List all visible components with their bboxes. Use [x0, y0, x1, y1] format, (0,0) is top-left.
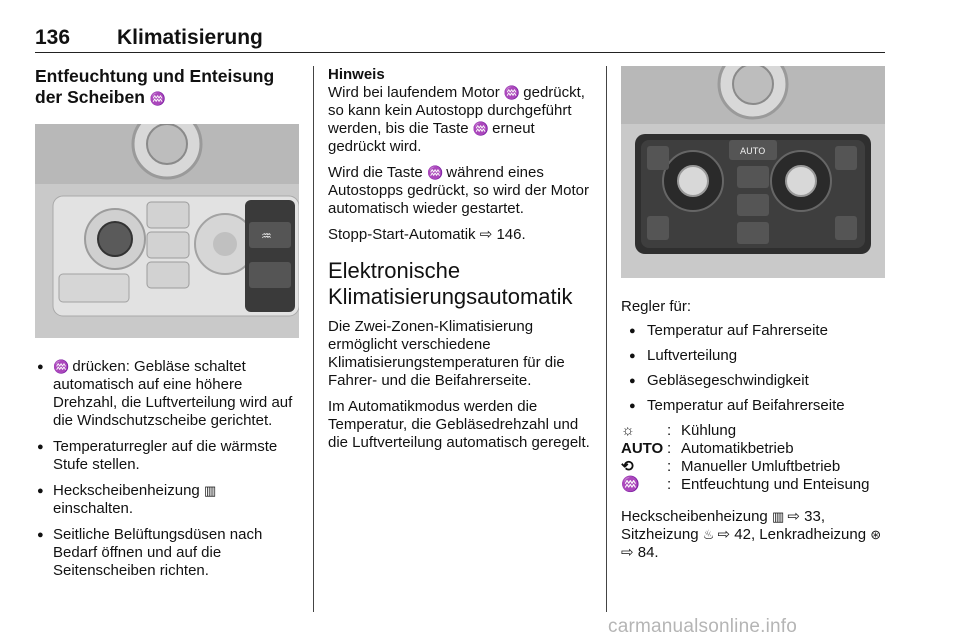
list-item: ● Temperaturregler auf die wärmste Stufe stellen. [35, 438, 299, 474]
note-title: Hinweis [328, 66, 385, 83]
legend-row: AUTO : Automatikbetrieb [621, 440, 794, 457]
controls-title: Regler für: [621, 298, 692, 315]
list-item: ● ♒ drücken: Gebläse schaltet automatisch auf eine höhere Drehzahl, die Luftverteilung wird auf die Windschutzscheibe gerichtet. [35, 358, 299, 430]
auto-label: AUTO [621, 440, 664, 457]
climate-panel-photo-automatic [621, 66, 885, 278]
watermark: carmanualsonline.info [608, 616, 798, 637]
column-divider-2 [606, 66, 607, 612]
intro-paragraph: Die Zwei-Zonen-Klimatisierung ermöglicht verschiedene Klimatisierungstemperaturen für die Fahrer- und die Beifahrerseite. [328, 318, 565, 389]
left-column [35, 66, 299, 588]
cooling-icon: ☼ [621, 422, 635, 439]
section-heading-defog: Entfeuchtung und Enteisung der Scheiben ♒ [35, 66, 275, 107]
middle-column [328, 66, 594, 460]
list-item: ● Temperatur auf Fahrerseite [621, 322, 886, 340]
air-conditioning-icon: ♒ [426, 165, 443, 180]
page-header [35, 26, 885, 53]
climate-panel-photo-manual [35, 124, 299, 338]
list-item: ● Seitliche Belüftungsdüsen nach Bedarf öffnen und auf die Seitenscheiben richten. [35, 526, 299, 580]
svg-text:AUTO: AUTO [740, 147, 766, 157]
air-conditioning-icon: ♒ [149, 91, 165, 106]
list-item: ● Heckscheibenheizung ▥ einschalten. [35, 482, 299, 518]
air-conditioning-icon: ♒ [503, 85, 520, 100]
steering-wheel-heating-icon: ⊛ [870, 527, 881, 542]
list-item: ● Temperatur auf Beifahrerseite [621, 397, 886, 415]
list-item: ● Gebläsegeschwindigkeit [621, 372, 886, 390]
page-number: 136 [35, 26, 71, 49]
note-paragraph-2: Wird die Taste ♒ während eines Autostopps gedrückt, so wird der Motor automatisch wieder gestartet. [328, 164, 589, 217]
section-title-auto-climate: Elektronische Klimatisierungsautomatik [328, 258, 573, 309]
legend-row: ♒ : Entfeuchtung und Enteisung [621, 476, 870, 493]
svg-text:♒: ♒ [261, 229, 272, 243]
symbol-legend [621, 422, 869, 494]
auto-mode-paragraph: Im Automatikmodus werden die Temperatur, die Gebläsedrehzahl und die Luftverteilung automatisch geregelt. [328, 398, 590, 451]
air-conditioning-icon: ♒ [472, 121, 488, 136]
legend-row: ☼ : Kühlung [621, 422, 737, 439]
controls-list [621, 322, 886, 415]
recirculation-icon: ⟲ [621, 458, 634, 475]
rear-window-heating-icon: ▥ [203, 483, 216, 498]
defog-steps-list [35, 358, 299, 580]
rear-window-heating-icon: ▥ [771, 509, 784, 524]
seat-heating-icon: ♨ [702, 527, 714, 542]
right-column [621, 66, 886, 570]
legend-row: ⟲ : Manueller Umluftbetrieb [621, 458, 841, 475]
list-item: ● Luftverteilung [621, 347, 886, 365]
column-divider-1 [313, 66, 314, 612]
stop-start-reference[interactable]: Stopp-Start-Automatik ⇨ 146. [328, 226, 526, 243]
air-conditioning-icon: ♒ [621, 476, 640, 493]
page-title: Klimatisierung [117, 26, 263, 49]
cross-references: Heckscheibenheizung ▥ ⇨ 33, Sitzheizung ♨ ⇨ 42, Lenkradheizung ⊛ ⇨ 84. [621, 508, 881, 561]
note-paragraph-1: Wird bei laufendem Motor ♒ gedrückt, so kann kein Autostopp durchgeführt werden, bis die Taste ♒ erneut gedrückt wird. [328, 84, 585, 155]
air-conditioning-icon: ♒ [53, 359, 69, 374]
